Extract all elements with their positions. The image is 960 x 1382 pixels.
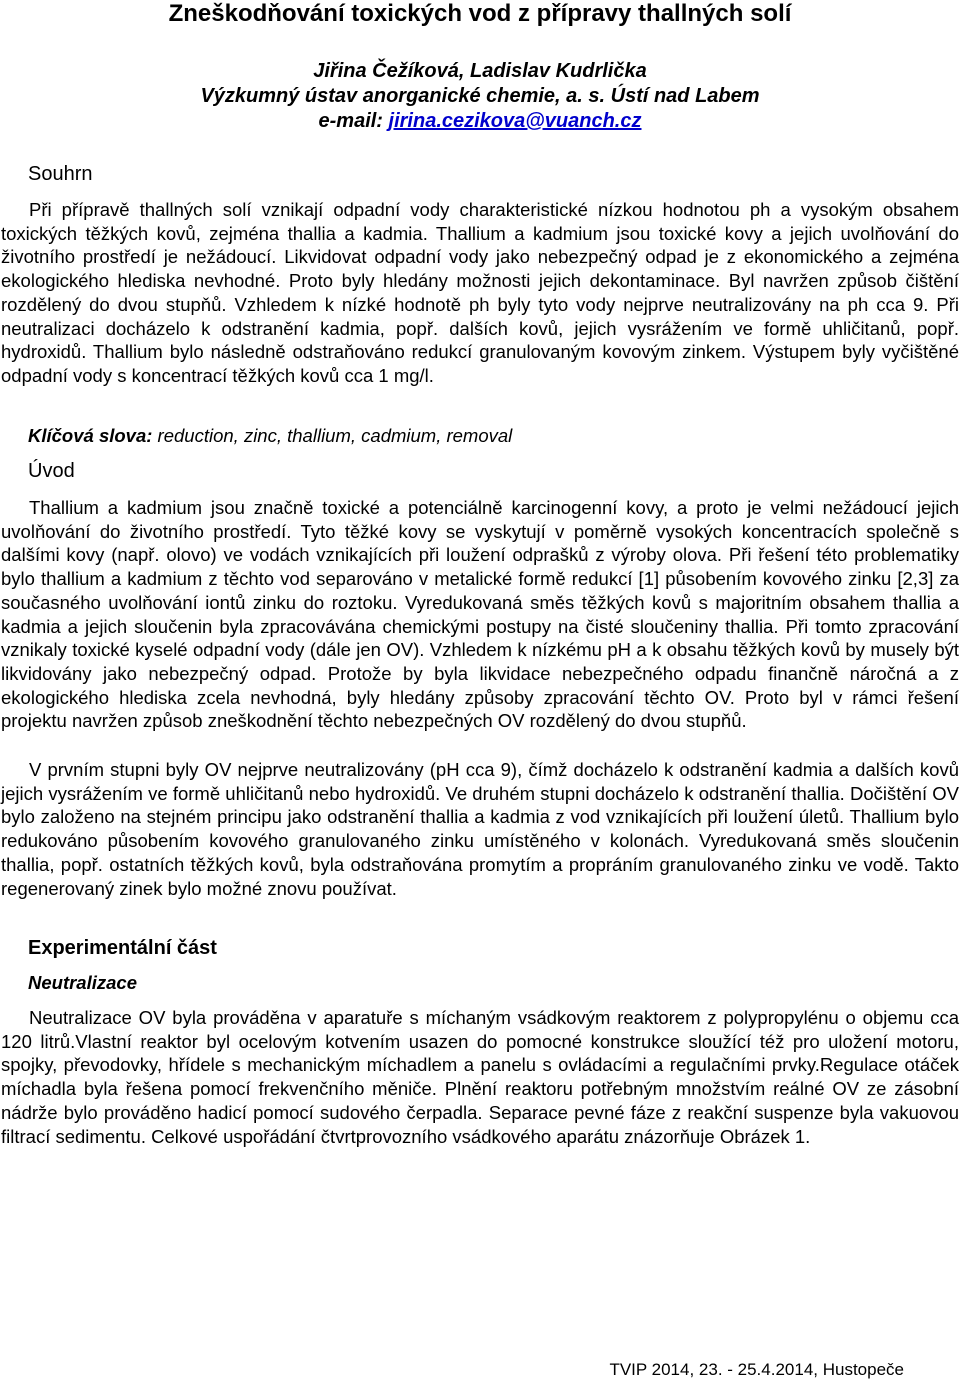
paper-title: Zneškodňování toxických vod z přípravy thallných solí <box>168 0 792 27</box>
keywords-line <box>28 424 512 448</box>
abstract-text: Při přípravě thallných solí vznikají odpadní vody charakteristické nízkou hodnotou ph a vysokým obsahem toxických těžkých kovů, zejména thallia a kadmia. Thallium a kadmium jsou toxické kovy a jejich uvolňování do životního prostředí je nežádoucí. Likvidovat odpadní vody jako nebezpečný odpad je z ekonomického a zejména ekologického hlediska nevhodné. Proto byly hledány možnosti jejich dekontaminace. Byl navržen způsob čištění rozdělený do dvou stupňů. Vzhledem k nízké hodnotě ph byly tyto vody nejprve neutralizovány na ph cca 9. Při neutralizaci docházelo k odstranění kadmia, popř. dalších kovů, jejich vysrážením ve formě uhličitanů, popř. hydroxidů. Thallium bylo následně odstraňováno redukcí granulovaným kovovým zinkem. Výstupem byly vyčištěné odpadní vody s koncentrací těžkých kovů cca 1 mg/l. <box>1 199 959 386</box>
author-affiliation: Výzkumný ústav anorganické chemie, a. s. Ústí nad Labem <box>200 85 760 107</box>
intro-paragraph-2: V prvním stupni byly OV nejprve neutralizovány (pH cca 9), čímž docházelo k odstranění kadmia a dalších kovů jejich vysrážením ve formě uhličitanů nebo hydroxidů. Ve druhém stupni docházelo k odstranění thallia. Dočištění OV bylo založeno na stejném principu jako odstranění thallia a kadmia z vod vznikajících při loužení úletů. Thallium bylo redukováno působením kovového granulovaného zinku umístěného v kolonách. Vyredukovaná směs sloučenin thallia, popř. ostatních těžkých kovů, byla odstraňována promytím a propráním granulovaného zinku ve vodě. Takto regenerovaný zinek bylo možné znovu používat. <box>1 759 959 899</box>
intro-paragraph-1: Thallium a kadmium jsou značně toxické a potenciálně karcinogenní kovy, a proto je velmi nežádoucí jejich uvolňování do životního prostředí. Tyto těžké kovy se vyskytují v poměrně vysokých koncentracích společně s dalšími kovy (např. olovo) ve vodách vznikajících při loužení odprašků z výroby olova. Při řešení této problematiky bylo thallium a kadmium z těchto vod separováno v metalické formě redukcí [1] působením kovového zinku [2,3] za současného uvolňování iontů zinku do roztoku. Vyredukovaná směs těžkých kovů s majoritním obsahem thallia a kadmia a jejich sloučenin byla zpracovávána chemickými postupy na čisté sloučeniny thallia. Při tomto zpracování vznikaly toxické kyselé odpadní vody (dále jen OV). Vzhledem k nízkému pH a k obsahu těžkých kovů by musely být likvidovány jako nebezpečný odpad. Protože by byla likvidace nebezpečného odpadu finančně náročná a z ekologického hlediska zcela nevhodná, byly hledány způsoby zpracování těchto OV. Proto byl v rámci řešení projektu navržen způsob zneškodnění těchto nebezpečných OV rozdělený do dvou stupňů. <box>1 497 959 732</box>
email-label: e-mail: <box>318 110 389 132</box>
intro-heading: Úvod <box>28 460 75 482</box>
abstract-heading: Souhrn <box>28 163 93 185</box>
neutralization-subheading: Neutralizace <box>28 972 137 993</box>
email-link[interactable]: jirina.cezikova@vuanch.cz <box>388 110 642 132</box>
author-email-line <box>0 109 960 134</box>
author-names: Jiřina Čežíková, Ladislav Kudrlička <box>313 60 647 82</box>
keywords-text: reduction, zinc, thallium, cadmium, removal <box>152 425 513 446</box>
experimental-heading: Experimentální část <box>28 937 217 959</box>
neutralization-paragraph: Neutralizace OV byla prováděna v aparatuře s míchaným vsádkovým reaktorem z polypropylénu o objemu cca 120 litrů.Vlastní reaktor byl ocelovým kotvením usazen do pomocné konstrukce sloužící též pro uložení motoru, spojky, převodovky, hřídele s mechanickým míchadlem a panelu s ovládacími a regulačními prvky.Regulace otáček míchadla byla řešena pomocí frekvenčního měniče. Plnění reaktoru potřebným množstvím reálné OV ze zásobní nádrže bylo prováděno hadicí pomocí sudového čerpadla. Separace pevné fáze z reakční suspenze byla vakuovou filtrací sedimentu. Celkové uspořádání čtvrtprovozního vsádkového aparátu znázorňuje Obrázek 1. <box>1 1007 959 1147</box>
page-footer: TVIP 2014, 23. - 25.4.2014, Hustopeče <box>609 1360 904 1379</box>
keywords-label: Klíčová slova: <box>28 425 153 446</box>
author-block <box>0 59 960 134</box>
